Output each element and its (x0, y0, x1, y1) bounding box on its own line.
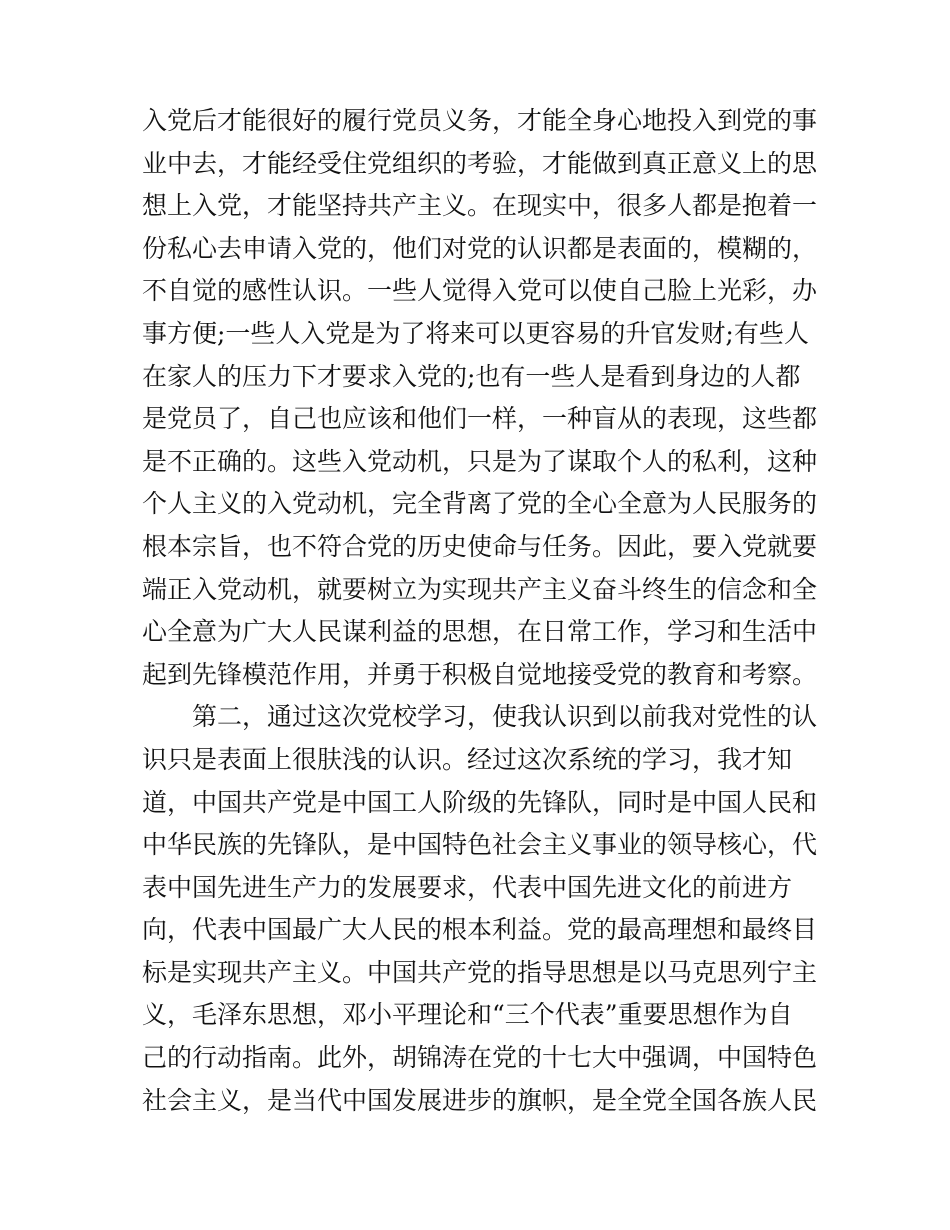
text-line: 是党员了，自己也应该和他们一样，一种盲从的表现，这些都 (142, 404, 818, 434)
text-line: 是不正确的。这些入党动机，只是为了谋取个人的私利，这种 (142, 446, 818, 476)
text-line: 端正入党动机，就要树立为实现共产主义奋斗终生的信念和全 (142, 574, 818, 604)
text-line: 在家人的压力下才要求入党的;也有一些人是看到身边的人都 (142, 361, 801, 391)
text-line: 起到先锋模范作用，并勇于积极自觉地接受党的教育和考察。 (142, 659, 818, 689)
text-line: 义，毛泽东思想，邓小平理论和“三个代表”重要思想作为自 (142, 1000, 793, 1030)
text-line: 心全意为广大人民谋利益的思想，在日常工作，学习和生活中 (142, 617, 818, 647)
text-line: 中华民族的先锋队，是中国特色社会主义事业的领导核心，代 (142, 830, 818, 860)
text-line: 表中国先进生产力的发展要求，代表中国先进文化的前进方 (142, 872, 793, 902)
text-line: 道，中国共产党是中国工人阶级的先锋队，同时是中国人民和 (142, 787, 818, 817)
text-line: 个人主义的入党动机，完全背离了党的全心全意为人民服务的 (142, 489, 818, 519)
text-line: 标是实现共产主义。中国共产党的指导思想是以马克思列宁主 (142, 957, 818, 987)
text-line: 想上入党，才能坚持共产主义。在现实中，很多人都是抱着一 (142, 191, 818, 221)
text-line: 己的行动指南。此外，胡锦涛在党的十七大中强调，中国特色 (142, 1043, 818, 1073)
text-line: 份私心去申请入党的，他们对党的认识都是表面的，模糊的， (142, 233, 818, 263)
text-line: 根本宗旨，也不符合党的历史使命与任务。因此，要入党就要 (142, 531, 818, 561)
text-line: 入党后才能很好的履行党员义务，才能全身心地投入到党的事 (142, 106, 818, 135)
text-line: 业中去，才能经受住党组织的考验，才能做到真正意义上的思 (142, 148, 818, 178)
text-line: 事方便;一些人入党是为了将来可以更容易的升官发财;有些人 (142, 318, 809, 348)
text-line: 社会主义，是当代中国发展进步的旗帜，是全党全国各族人民 (142, 1085, 818, 1115)
text-line: 向，代表中国最广大人民的根本利益。党的最高理想和最终目 (142, 915, 818, 945)
text-line: 识只是表面上很肤浅的认识。经过这次系统的学习，我才知 (142, 744, 793, 774)
paragraph-start-line: 第二，通过这次党校学习，使我认识到以前我对党性的认 (192, 702, 818, 732)
text-line: 不自觉的感性认识。一些人觉得入党可以使自己脸上光彩，办 (142, 276, 818, 306)
body-text (142, 100, 822, 1122)
